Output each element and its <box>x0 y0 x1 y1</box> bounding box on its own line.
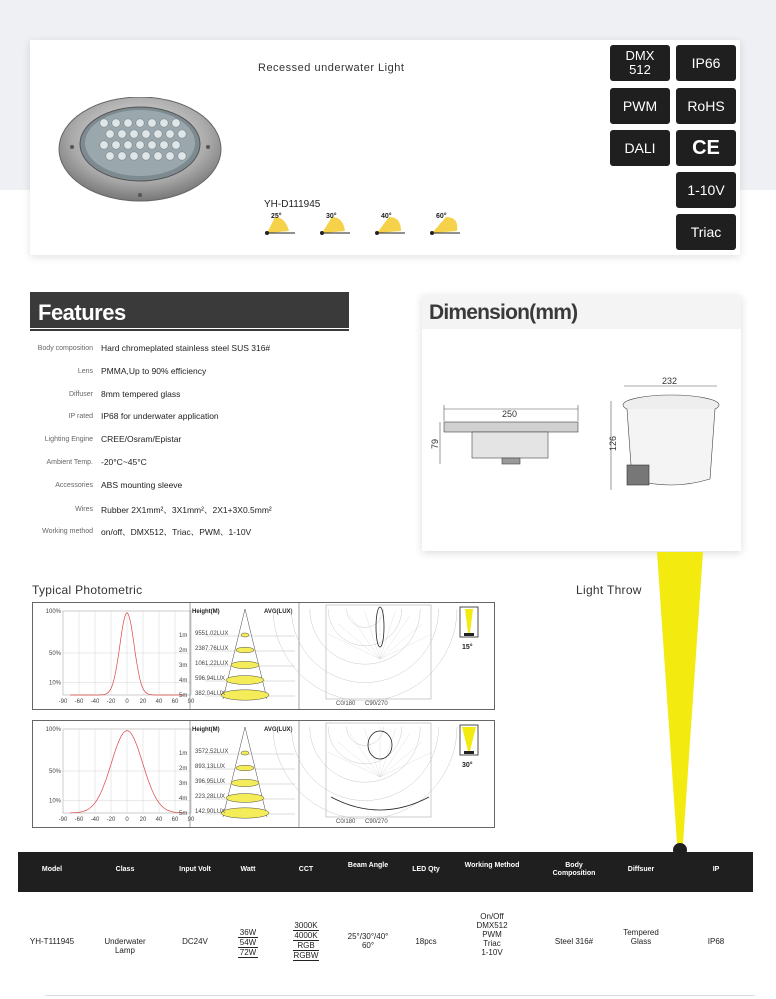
model-code: YH-D111945 <box>264 199 321 210</box>
y-tick-label: 50% <box>48 769 61 775</box>
spec-volt: DC24V <box>182 937 208 946</box>
spec-ip: IP68 <box>707 937 725 946</box>
beam-label: 40° <box>381 213 392 220</box>
feature-label: Lighting Engine <box>44 436 93 443</box>
cert-badge-1-10v: 1-10V <box>676 172 736 208</box>
cert-badge-ip66: IP66 <box>676 45 736 81</box>
beam-label: 60° <box>436 213 447 220</box>
feature-label: Wires <box>75 506 93 513</box>
spec-header-input-volt: Input Volt <box>179 866 211 873</box>
lux-height: 5m <box>179 693 188 699</box>
lux-value: 223.28LUX <box>195 794 226 800</box>
x-tick-label: -20 <box>106 699 116 705</box>
feature-value: PMMA,Up to 90% efficiency <box>101 366 207 376</box>
spec-class: Underwater Lamp <box>104 937 146 955</box>
spec-header-body-composition: Body Composition <box>552 862 596 877</box>
dimension-header: Dimension(mm) <box>422 295 741 329</box>
feature-row <box>0 526 400 540</box>
lux-height: 4m <box>179 796 188 802</box>
lux-height: 2m <box>179 648 188 654</box>
cert-badge-rohs: RoHS <box>676 88 736 124</box>
lux-height: 1m <box>179 751 188 757</box>
lux-value: 1061.22LUX <box>195 661 229 667</box>
feature-row <box>0 389 400 403</box>
feature-label: Body composition <box>37 345 93 352</box>
dimension-drawing <box>422 329 741 551</box>
lux-height: 4m <box>179 678 188 684</box>
feature-label: Accessories <box>55 482 93 489</box>
feature-row <box>0 480 400 494</box>
x-tick-label: 20 <box>139 699 147 705</box>
x-tick-label: 0 <box>125 699 129 705</box>
polar-legend-c0: C0/180 <box>336 819 356 825</box>
lux-value: 9551.02LUX <box>195 631 229 637</box>
polar-legend-c90: C90/270 <box>365 819 388 825</box>
feature-value: on/off、DMX512、Triac、PWM、1-10V <box>101 527 252 537</box>
cert-badge-dali: DALI <box>610 130 670 166</box>
feature-value: Rubber 2X1mm²、3X1mm²、2X1+3X0.5mm² <box>101 505 272 515</box>
x-tick-label: -90 <box>58 817 68 823</box>
lux-value: 893.13LUX <box>195 764 226 770</box>
spec-body: Steel 316# <box>554 937 594 946</box>
spec-watt: 36W 54W 72W <box>239 928 257 957</box>
lux-height: 5m <box>179 811 188 817</box>
spec-header-model: Model <box>41 866 63 873</box>
light-throw-beam <box>654 552 710 852</box>
spec-diffuser: Tempered Glass <box>623 928 659 946</box>
lux-height: 2m <box>179 766 188 772</box>
x-tick-label: -40 <box>90 699 100 705</box>
spec-header-ip: IP <box>712 866 720 873</box>
spec-header-working-method: Working Method <box>464 862 520 869</box>
feature-row <box>0 343 400 357</box>
x-tick-label: 20 <box>139 817 147 823</box>
x-tick-label: 90 <box>187 817 195 823</box>
spec-beam-angle: 25°/30°/40° 60° <box>347 932 389 950</box>
lamp-photo <box>58 97 223 207</box>
beam-icon-4 <box>430 213 464 235</box>
beam-label: 30° <box>326 213 337 220</box>
beam-icon-3 <box>375 213 409 235</box>
spec-led-qty: 18pcs <box>415 937 437 946</box>
lux-value: 596.94LUX <box>195 676 226 682</box>
beam-angle-label: 30° <box>462 762 473 769</box>
feature-label: IP rated <box>68 413 93 420</box>
photometric-title: Typical Photometric <box>32 583 143 597</box>
light-throw-title: Light Throw <box>576 583 642 597</box>
spec-header-led-qty: LED Qty <box>412 866 440 873</box>
lux-table-head: AVG(LUX) <box>264 727 293 733</box>
spec-header-watt: Watt <box>240 866 256 873</box>
x-tick-label: -40 <box>90 817 100 823</box>
lux-table-head: Height(M) <box>192 727 220 733</box>
feature-label: Lens <box>77 368 93 375</box>
dim-side-width: 232 <box>662 376 678 386</box>
spec-header-diffsuer: Diffsuer <box>627 866 655 873</box>
x-tick-label: 40 <box>155 699 163 705</box>
photometric-panel-1 <box>32 602 495 710</box>
spec-model: YH-T111945 <box>29 937 75 946</box>
beam-icon-1 <box>265 213 299 235</box>
feature-row <box>0 366 400 380</box>
beam-angle-label: 15° <box>462 644 473 651</box>
cert-badge-triac: Triac <box>676 214 736 250</box>
x-tick-label: 60 <box>171 817 179 823</box>
cert-badge-pwm: PWM <box>610 88 670 124</box>
dimension-card <box>422 295 741 551</box>
lux-value: 396.95LUX <box>195 779 226 785</box>
product-title: Recessed underwater Light <box>258 62 405 74</box>
x-tick-label: 60 <box>171 699 179 705</box>
feature-row <box>0 411 400 425</box>
y-tick-label: 10% <box>48 798 61 805</box>
feature-value: -20°C~45°C <box>101 457 147 467</box>
dim-front-width: 250 <box>502 409 518 419</box>
lux-height: 3m <box>179 781 188 787</box>
y-tick-label: 100% <box>45 609 61 615</box>
spec-header-cct: CCT <box>298 866 314 873</box>
cert-badge-dmx-512: DMX 512 <box>610 45 670 81</box>
dim-side-height: 126 <box>608 435 618 451</box>
feature-row <box>0 434 400 448</box>
y-tick-label: 100% <box>45 727 61 733</box>
spec-header-beam-angle: Beam Angle <box>347 862 389 869</box>
lux-table-head: Height(M) <box>192 609 220 615</box>
feature-value: 8mm tempered glass <box>101 389 181 399</box>
feature-label: Ambient Temp. <box>46 459 93 466</box>
lux-table-head: AVG(LUX) <box>264 609 293 615</box>
feature-label: Working method <box>42 528 93 535</box>
x-tick-label: -60 <box>74 699 84 705</box>
spec-cct: 3000K 4000K RGB RGBW <box>293 921 319 960</box>
y-tick-label: 50% <box>48 651 61 657</box>
photometric-panel-2 <box>32 720 495 828</box>
feature-value: IP68 for underwater application <box>101 411 219 421</box>
lux-height: 3m <box>179 663 188 669</box>
x-tick-label: 0 <box>125 817 129 823</box>
polar-legend-c0: C0/180 <box>336 701 356 707</box>
spec-working-method: On/Off DMX512 PWM Triac 1-10V <box>476 912 508 957</box>
x-tick-label: 90 <box>187 699 195 705</box>
feature-row <box>0 504 400 518</box>
spec-header-class: Class <box>115 866 135 873</box>
lux-value: 3572.52LUX <box>195 749 229 755</box>
table-bottom-line <box>45 995 755 996</box>
x-tick-label: -90 <box>58 699 68 705</box>
lux-value: 2387.76LUX <box>195 646 229 652</box>
feature-label: Diffuser <box>69 391 93 398</box>
beam-icon-2 <box>320 213 354 235</box>
features-header: Features <box>30 292 349 328</box>
lux-height: 1m <box>179 633 188 639</box>
lux-value: 142.90LUX <box>195 809 226 815</box>
feature-row <box>0 457 400 471</box>
dim-front-height: 79 <box>430 438 440 449</box>
lux-value: 382.04LUX <box>195 691 226 697</box>
feature-value: CREE/Osram/Epistar <box>101 434 182 444</box>
feature-value: ABS mounting sleeve <box>101 480 183 490</box>
feature-value: Hard chromeplated stainless steel SUS 316# <box>101 343 271 353</box>
polar-legend-c90: C90/270 <box>365 701 388 707</box>
x-tick-label: 40 <box>155 817 163 823</box>
x-tick-label: -20 <box>106 817 116 823</box>
y-tick-label: 10% <box>48 680 61 687</box>
x-tick-label: -60 <box>74 817 84 823</box>
cert-badge-ce: CE <box>676 130 736 166</box>
beam-label: 25° <box>271 213 282 220</box>
